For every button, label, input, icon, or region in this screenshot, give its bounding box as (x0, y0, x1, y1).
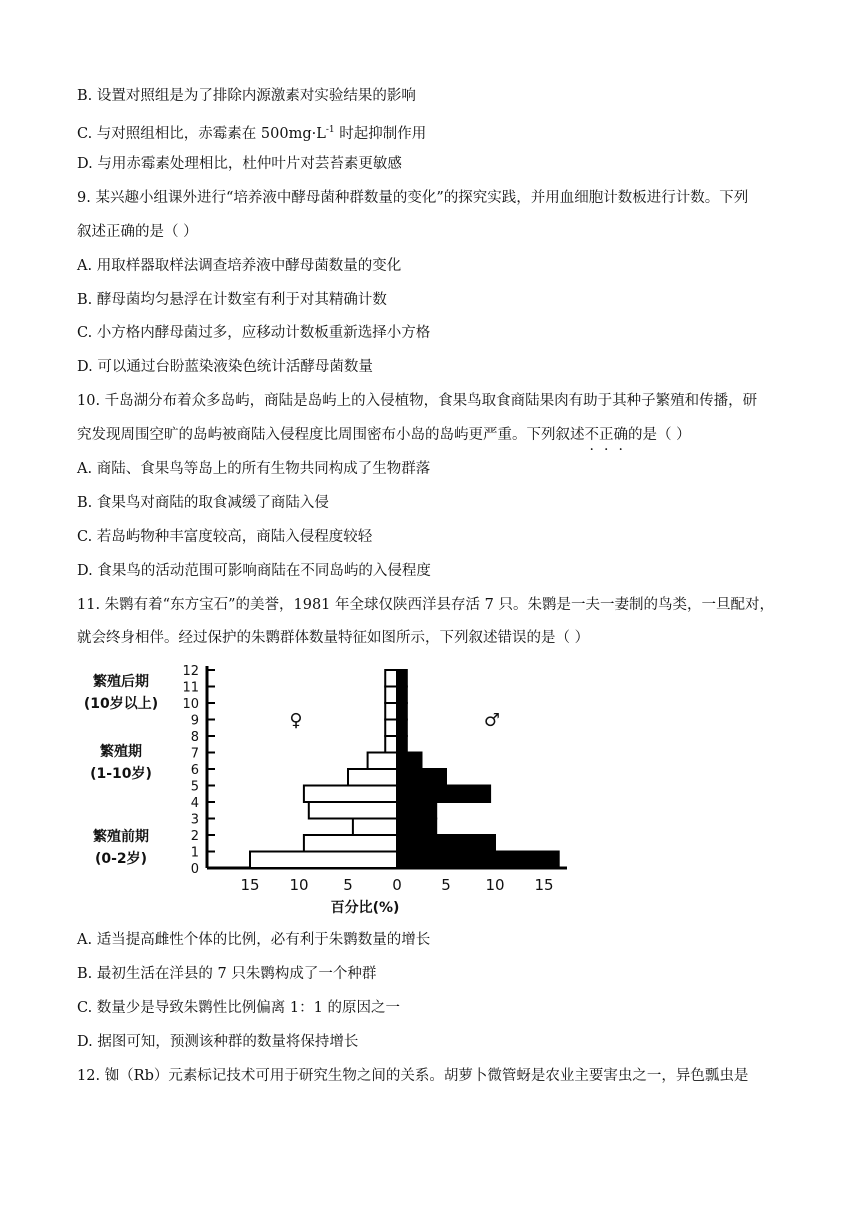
stage-label-pre-range: (0-2岁) (94, 851, 148, 867)
q11-option-c: C. 数量少是导致朱鹮性比例偏离 1：1 的原因之一 (77, 1000, 400, 1016)
q10-option-a: A. 商陆、食果鸟等岛上的所有生物共同构成了生物群落 (77, 461, 431, 477)
emphasis-char: 确 (613, 427, 628, 443)
x-tick-label: 5 (441, 876, 451, 894)
q12-stem-line1: 12. 铷（Rb）元素标记技术可用于研究生物之间的关系。胡萝卜微管蚜是农业主要害虫之一，异色瓢虫是 (77, 1068, 749, 1084)
male-bar (397, 753, 422, 770)
q11-option-b: B. 最初生活在洋县的 7 只朱鹮构成了一个种群 (77, 966, 377, 982)
female-symbol: ♀ (289, 710, 303, 731)
q10-option-c: C. 若岛屿物种丰富度较高，商陆入侵程度较轻 (77, 529, 373, 545)
female-bar (309, 802, 397, 819)
q8-option-d: D. 与用赤霉素处理相比，杜仲叶片对芸苔素更敏感 (77, 156, 402, 172)
female-bar (385, 670, 397, 687)
q10-stem-line2 (77, 425, 691, 445)
q8-c-superscript: -1 (325, 125, 335, 135)
q9-option-c: C. 小方格内酵母菌过多，应移动计数板重新选择小方格 (77, 325, 431, 341)
y-tick-label: 4 (190, 796, 199, 811)
male-bar (397, 703, 407, 720)
stage-label-repro-range: (1-10岁) (90, 766, 152, 782)
age-pyramid-chart (77, 660, 597, 920)
male-bar (397, 819, 436, 836)
male-bar (397, 670, 407, 687)
x-tick-label: 10 (485, 876, 505, 894)
emphasis-char: 正 (599, 427, 614, 443)
x-tick-label: 5 (343, 876, 353, 894)
q8-option-b: B. 设置对照组是为了排除内源激素对实验结果的影响 (77, 88, 416, 104)
q10-stem-line1: 10. 千岛湖分布着众多岛屿，商陆是岛屿上的入侵植物，食果鸟取食商陆果肉有助于其种子繁殖和传播，研 (77, 393, 758, 409)
female-bar (348, 769, 397, 786)
male-bar (397, 769, 446, 786)
stage-label-post-name: 繁殖后期 (93, 674, 149, 690)
q8-option-c (77, 120, 426, 144)
male-bar (397, 802, 436, 819)
female-bar (304, 835, 397, 852)
x-axis-label: 百分比(%) (330, 900, 400, 916)
female-bar (385, 720, 397, 737)
y-tick-label: 0 (190, 862, 199, 877)
female-bar (368, 753, 397, 770)
y-tick-label: 11 (182, 680, 199, 696)
q11-stem-line2: 就会终身相伴。经过保护的朱鹮群体数量特征如图所示，下列叙述错误的是（ ） (77, 630, 590, 646)
bars (250, 670, 559, 868)
y-tick-label: 2 (190, 829, 199, 844)
stage-label-post-range: (10岁以上) (83, 696, 159, 712)
q9-option-a: A. 用取样器取样法调查培养液中酵母菌数量的变化 (77, 258, 402, 274)
q10-option-d: D. 食果鸟的活动范围可影响商陆在不同岛屿的入侵程度 (77, 563, 431, 579)
y-tick-label: 1 (190, 845, 199, 861)
y-tick-label: 7 (190, 746, 199, 762)
q10-option-b: B. 食果鸟对商陆的取食减缓了商陆入侵 (77, 495, 329, 511)
q8-c-text-end: 时起抑制作用 (334, 125, 427, 142)
q8-c-text: C. 与对照组相比，赤霉素在 500mg·L (77, 125, 326, 142)
stage-label-repro-name: 繁殖期 (100, 744, 142, 760)
y-tick-label: 8 (190, 730, 199, 745)
q10-stem-text: 究发现周围空旷的岛屿被商陆入侵程度比周围密布小岛的岛屿更严重。下列叙述 (77, 427, 585, 443)
q9-stem-line1: 9. 某兴趣小组课外进行“培养液中酵母菌种群数量的变化”的探究实践，并用血细胞计数板进行计数。下列 (77, 190, 749, 206)
male-bar (397, 852, 559, 869)
x-tick-label: 15 (534, 876, 554, 894)
x-tick-label: 10 (289, 876, 309, 894)
y-tick-label: 5 (190, 779, 199, 795)
y-tick-label: 9 (190, 713, 199, 729)
q11-option-d: D. 据图可知，预测该种群的数量将保持增长 (77, 1034, 359, 1050)
male-bar (397, 736, 407, 753)
x-axis (240, 876, 553, 894)
x-tick-label: 0 (392, 876, 402, 894)
y-tick-label: 12 (182, 664, 199, 679)
male-bar (397, 786, 490, 803)
q10-stem-text-end: 的是（ ） (628, 427, 691, 443)
female-bar (385, 687, 397, 704)
y-tick-label: 10 (182, 697, 199, 712)
x-tick-label: 15 (240, 876, 260, 894)
female-bar (353, 819, 397, 836)
q9-stem-line2: 叙述正确的是（ ） (77, 224, 198, 240)
male-bar (397, 720, 407, 737)
emphasis-char: 不 (584, 427, 599, 443)
female-bar (385, 703, 397, 720)
q9-option-b: B. 酵母菌均匀悬浮在计数室有利于对其精确计数 (77, 292, 387, 308)
stage-labels (84, 673, 158, 867)
female-bar (385, 736, 397, 753)
y-tick-label: 6 (190, 763, 199, 778)
q11-stem-line1: 11. 朱鹮有着“东方宝石”的美誉，1981 年全球仅陕西洋县存活 7 只。朱鹮是一夫一妻制的鸟类，一旦配对， (77, 597, 774, 613)
female-bar (304, 786, 397, 803)
male-bar (397, 687, 407, 704)
y-tick-label: 3 (190, 812, 199, 828)
male-symbol: ♂ (483, 710, 501, 731)
female-bar (250, 852, 397, 869)
stage-label-pre-name: 繁殖前期 (93, 829, 149, 845)
male-bar (397, 835, 495, 852)
q9-option-d: D. 可以通过台盼蓝染液染色统计活酵母菌数量 (77, 359, 373, 375)
q11-option-a: A. 适当提高雌性个体的比例，必有利于朱鹮数量的增长 (77, 932, 431, 948)
